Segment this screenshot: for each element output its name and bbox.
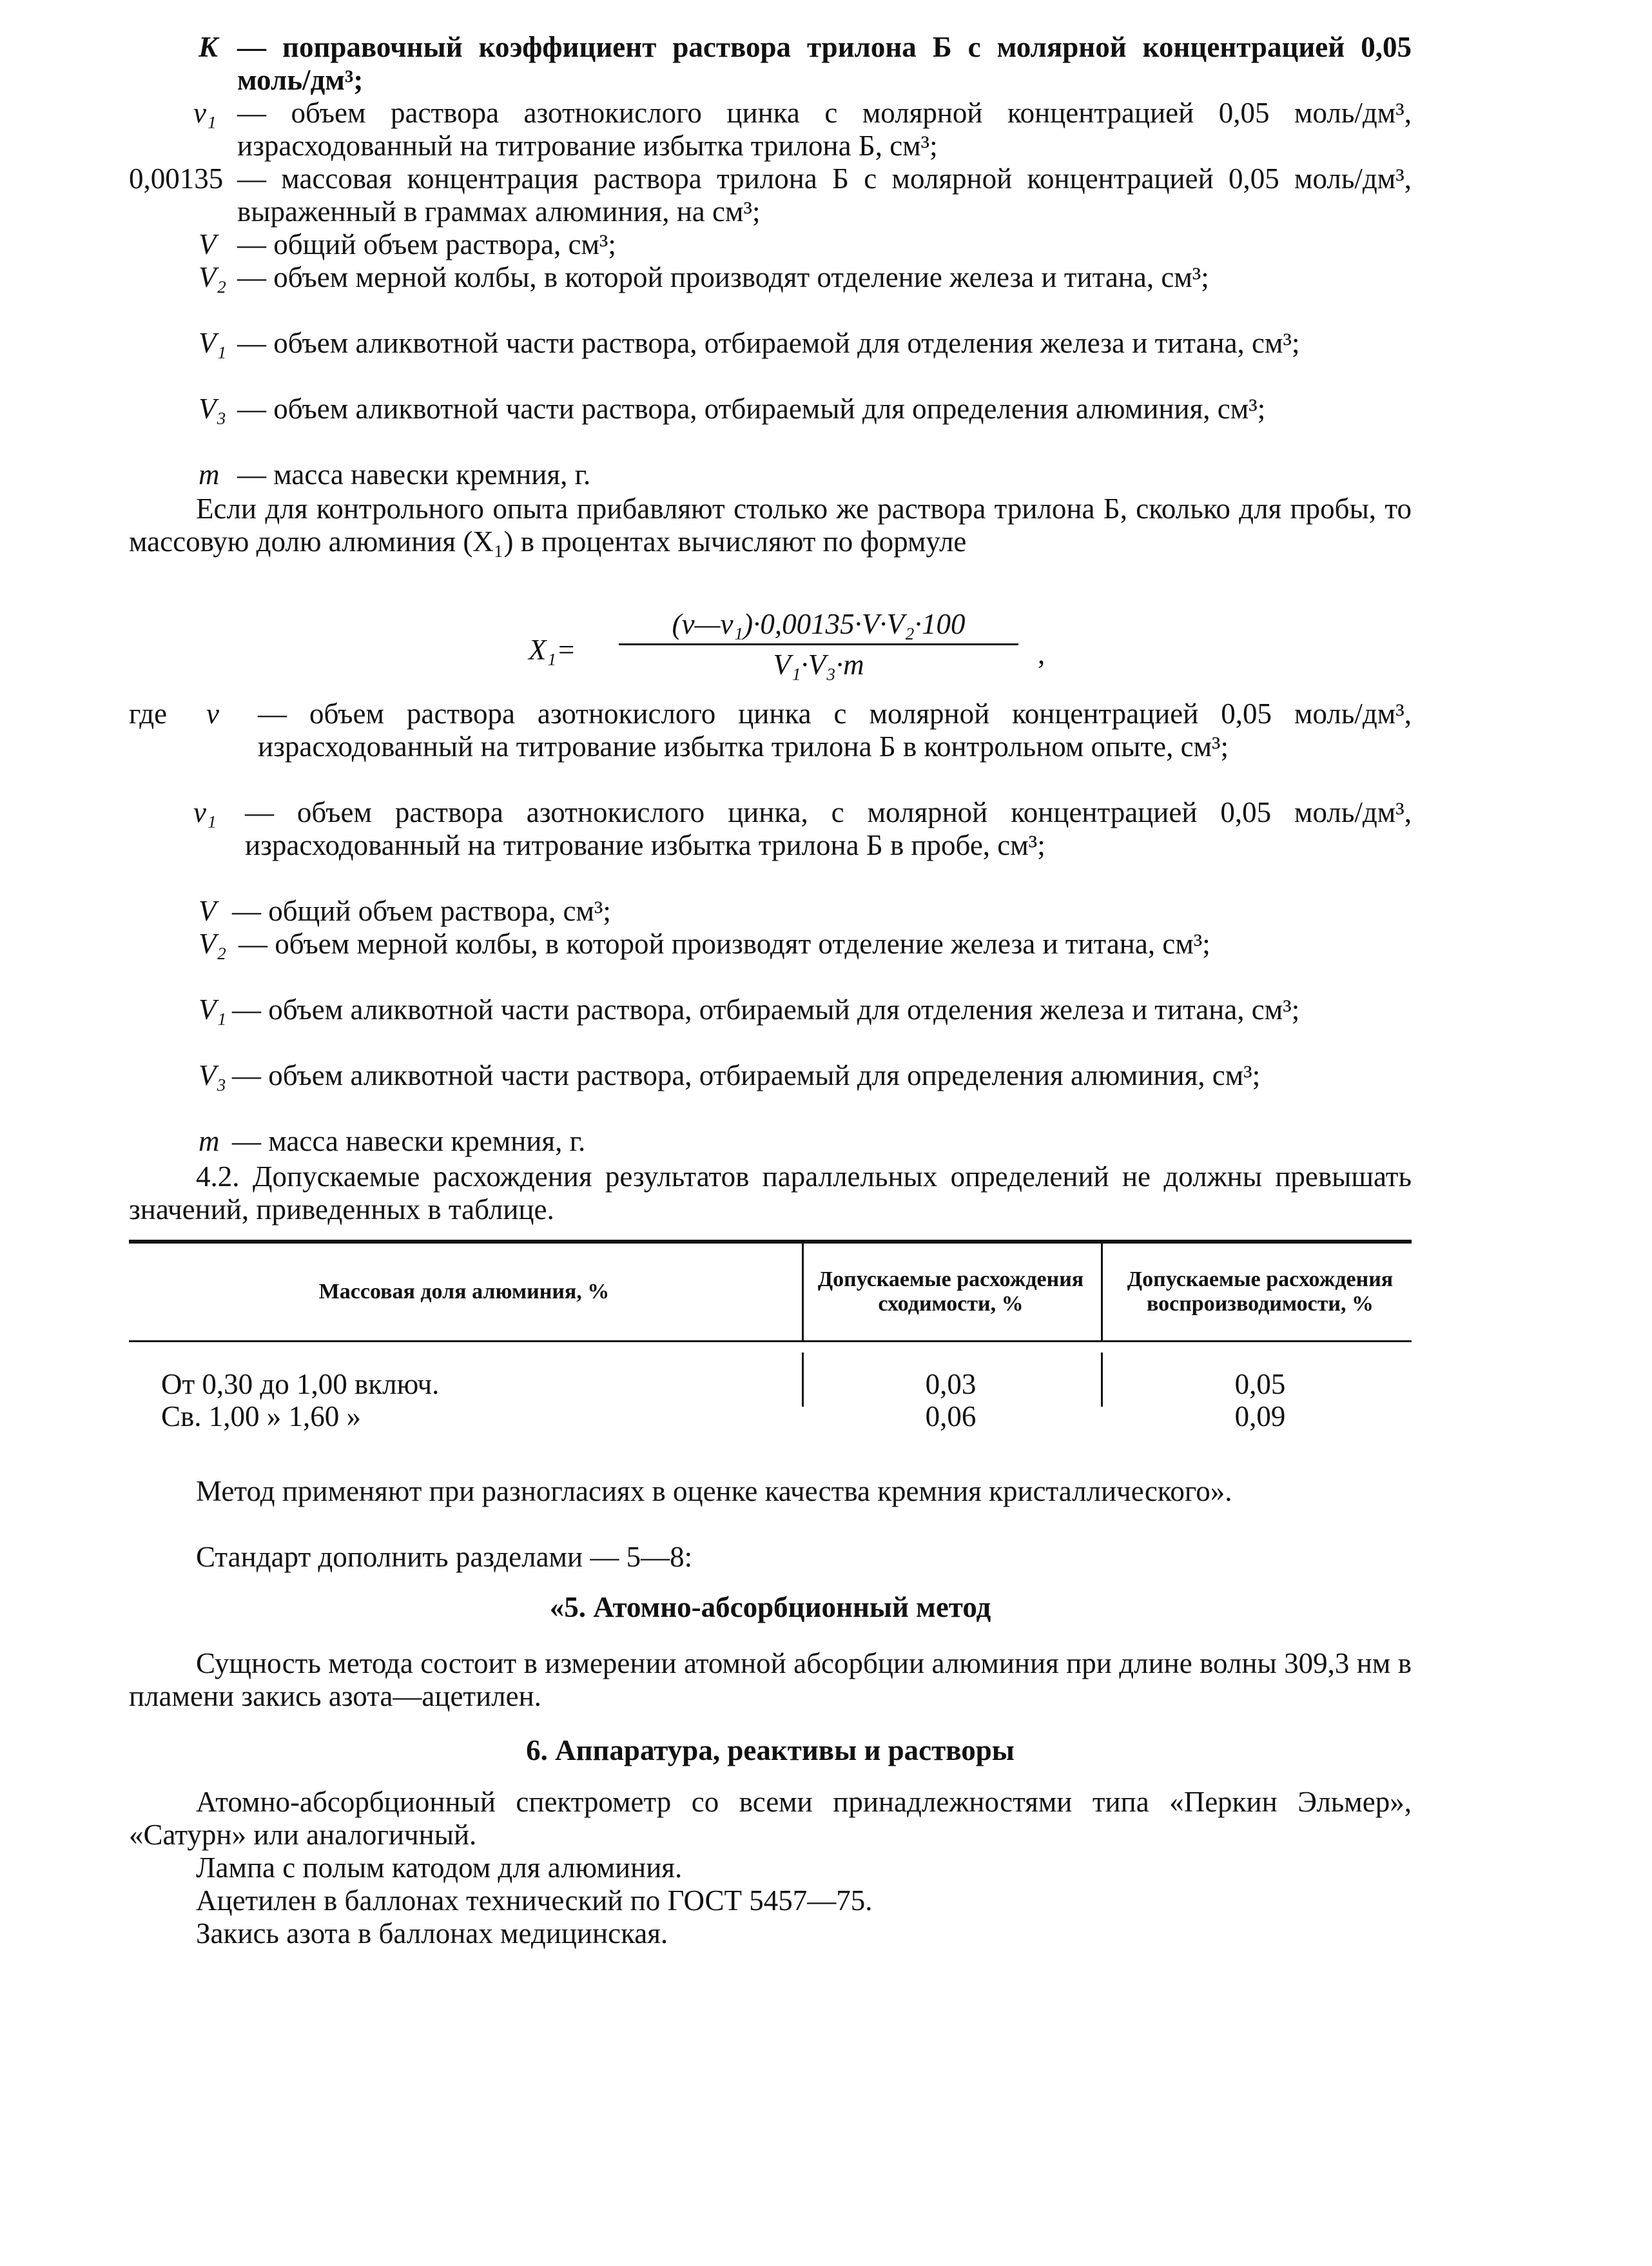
definition-symbol: V₃ bbox=[199, 393, 227, 425]
paragraph-essence: Сущность метода состоит в измерении атомной абсорбции алюминия при длине волны 309,3 нм в пламени закись азота—ацетилен. bbox=[129, 1647, 1412, 1712]
paragraph-nitrous-oxide: Закись азота в баллонах медицинская. bbox=[196, 1917, 668, 1949]
definition-text: — массовая концентрация раствора трилона Б с молярной концентрацией 0,05 моль/дм³, выраженный в граммах алюминия, на см³; bbox=[237, 162, 1412, 228]
definition-text: — объем раствора азотнокислого цинка с молярной концентрацией 0,05 моль/дм³, израсходованный на титрование избытка трилона Б в контрольном опыте, см³; bbox=[258, 698, 1412, 763]
definition-text: — объем аликвотной части раствора, отбираемый для определения алюминия, см³; bbox=[237, 393, 1266, 425]
definition-item bbox=[129, 393, 1412, 458]
definition-text: — поправочный коэффициент раствора трилона Б с молярной концентрацией 0,05 моль/дм³; bbox=[237, 31, 1412, 96]
paragraph-control-experiment: Если для контрольного опыта прибавляют столько же раствора трилона Б, сколько для пробы, то массовую долю алюминия (X₁) в процентах вычисляют по формуле bbox=[129, 493, 1412, 558]
definition-item bbox=[129, 895, 1412, 928]
definition-symbol: V bbox=[199, 895, 217, 927]
header-text: Допускаемые расхождения воспроизводимости, % bbox=[1127, 1267, 1394, 1316]
paragraph-supplement: Стандарт дополнить разделами — 5—8: bbox=[196, 1541, 693, 1573]
table-column-divider bbox=[802, 1244, 804, 1340]
paragraph-spectrometer: Атомно-абсорбционный спектрометр со всеми принадлежностями типа «Перкин Эльмер», «Сатурн» или аналогичный. bbox=[129, 1786, 1412, 1851]
table-cell: 0,09 bbox=[1234, 1400, 1286, 1432]
definition-text: — объем мерной колбы, в которой производят отделение железа и титана, см³; bbox=[237, 261, 1209, 293]
definition-symbol: V₂ bbox=[199, 928, 227, 960]
definition-text: — объем раствора азотнокислого цинка с молярной концентрацией 0,05 моль/дм³, израсходованный на титрование избытка трилона Б, см³; bbox=[237, 97, 1412, 162]
definition-text: — масса навески кремния, г. bbox=[237, 458, 591, 491]
definition-item bbox=[129, 993, 1412, 1059]
definition-symbol: V₁ bbox=[199, 327, 227, 359]
table-header-row bbox=[129, 1244, 1412, 1340]
definition-text: — объем раствора азотнокислого цинка, с молярной концентрацией 0,05 моль/дм³, израсходованный на титрование избытка трилона Б в пробе, см³; bbox=[245, 796, 1412, 861]
paragraph-4-2: 4.2. Допускаемые расхождения результатов параллельных определений не должны превышать значений, приведенных в таблице. bbox=[129, 1160, 1412, 1226]
section-heading-6: 6. Аппаратура, реактивы и растворы bbox=[526, 1734, 1015, 1766]
definition-item bbox=[129, 31, 1412, 97]
definition-symbol: V₂ bbox=[199, 261, 227, 293]
section-heading-5: «5. Атомно-абсорбционный метод bbox=[549, 1591, 991, 1623]
table-cell: Св. 1,00 » 1,60 » bbox=[161, 1400, 362, 1432]
definition-text: — объем аликвотной части раствора, отбираемый для отделения железа и титана, см³; bbox=[232, 993, 1300, 1026]
paragraph-lamp: Лампа с полым катодом для алюминия. bbox=[196, 1851, 683, 1884]
formula-denominator: V₁·V₃·m bbox=[773, 649, 864, 681]
formula-comma: , bbox=[1038, 638, 1045, 670]
table-cell: 0,03 bbox=[925, 1368, 977, 1400]
table-header-cell bbox=[129, 1244, 799, 1340]
formula-fraction bbox=[619, 606, 1018, 683]
definition-text: — общий объем раствора, см³; bbox=[237, 228, 616, 260]
definition-item bbox=[129, 162, 1412, 228]
definitions-list-1 bbox=[129, 31, 1412, 491]
definition-text: — объем аликвотной части раствора, отбираемый для определения алюминия, см³; bbox=[232, 1059, 1261, 1091]
paragraph-method: Метод применяют при разногласиях в оценке качества кремния кристаллического». bbox=[196, 1475, 1232, 1507]
formula-x1 bbox=[529, 606, 1044, 690]
table-body bbox=[129, 1342, 1412, 1432]
table-header-cell bbox=[812, 1244, 1089, 1340]
definition-item bbox=[129, 1125, 1412, 1158]
header-text: Допускаемые расхождения сходимости, % bbox=[817, 1267, 1084, 1316]
definitions-list-2 bbox=[129, 698, 1412, 1158]
header-text: Массовая доля алюминия, % bbox=[318, 1280, 610, 1304]
definition-symbol: v₁ bbox=[193, 97, 217, 129]
definition-item bbox=[129, 228, 1412, 261]
definition-text: — объем мерной колбы, в которой производят отделение железа и титана, см³; bbox=[238, 928, 1210, 960]
definition-text: — масса навески кремния, г. bbox=[232, 1125, 586, 1157]
table-column-divider bbox=[802, 1353, 804, 1407]
definition-text: — общий объем раствора, см³; bbox=[232, 895, 611, 927]
fraction-bar bbox=[619, 643, 1018, 645]
where-label: где bbox=[129, 698, 168, 730]
table-column-divider bbox=[1101, 1353, 1103, 1407]
definition-symbol: V₃ bbox=[199, 1059, 227, 1091]
definition-symbol: v bbox=[206, 698, 219, 730]
definition-symbol: m bbox=[199, 458, 220, 491]
paragraph-acetylene: Ацетилен в баллонах технический по ГОСТ 5457—75. bbox=[196, 1884, 873, 1917]
definition-symbol: 0,00135 bbox=[129, 162, 224, 195]
definition-item bbox=[129, 458, 1412, 491]
definition-symbol: v₁ bbox=[193, 796, 217, 828]
definition-symbol: m bbox=[199, 1125, 220, 1157]
table-header-cell bbox=[1115, 1244, 1405, 1340]
table-column-divider bbox=[1101, 1244, 1103, 1340]
definition-item bbox=[129, 261, 1412, 327]
definition-symbol: V₁ bbox=[199, 993, 227, 1026]
table-cell: 0,05 bbox=[1234, 1368, 1286, 1400]
definition-item bbox=[129, 1059, 1412, 1125]
definition-item bbox=[129, 327, 1412, 393]
table-cell: 0,06 bbox=[925, 1400, 977, 1432]
definition-item bbox=[129, 796, 1412, 895]
definition-item bbox=[129, 928, 1412, 993]
formula-numerator: (v—v₁)·0,00135·V·V₂·100 bbox=[672, 608, 966, 640]
tolerance-table bbox=[129, 1240, 1412, 1432]
table-cell: От 0,30 до 1,00 включ. bbox=[161, 1368, 440, 1400]
definition-text: — объем аликвотной части раствора, отбираемой для отделения железа и титана, см³; bbox=[237, 327, 1300, 359]
definition-item bbox=[129, 698, 1412, 796]
definition-symbol: V bbox=[199, 228, 217, 260]
definition-item bbox=[129, 97, 1412, 162]
definition-symbol: K bbox=[199, 31, 219, 63]
formula-lhs: X₁= bbox=[529, 634, 576, 666]
